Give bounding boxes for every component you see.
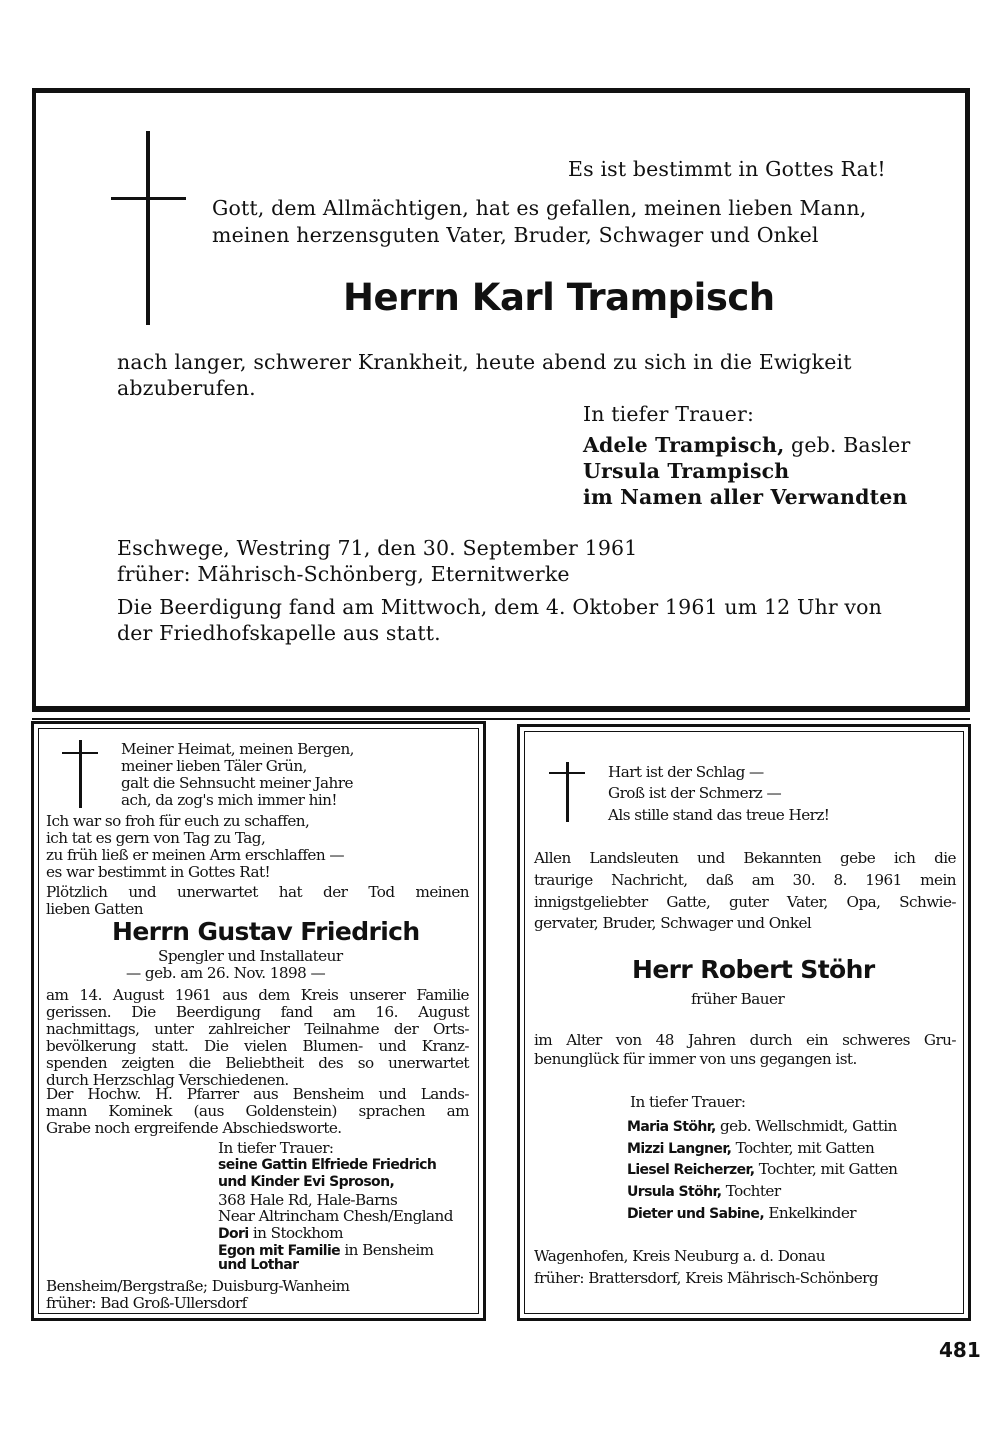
intro-line: Plötzlich und unerwartet hat der Tod meinen xyxy=(46,883,469,901)
cross-icon-bar xyxy=(549,772,585,774)
mourner-detail: in Stockhom xyxy=(248,1224,343,1242)
mourner xyxy=(627,1182,781,1200)
cross-icon xyxy=(146,131,150,325)
body-line: mann Kominek (aus Goldenstein) sprachen am xyxy=(46,1102,469,1120)
body-line: benunglück für immer von uns gegangen ist. xyxy=(534,1050,857,1068)
mourner xyxy=(627,1160,897,1178)
body-line: gervater, Bruder, Schwager und Onkel xyxy=(534,914,812,932)
body-line: durch Herzschlag Verschiedenen. xyxy=(46,1071,289,1089)
intro-line: meinen herzensguten Vater, Bruder, Schwager und Onkel xyxy=(212,223,819,247)
mourner xyxy=(627,1117,897,1135)
body-line: abzuberufen. xyxy=(117,376,256,400)
cross-icon-bar xyxy=(111,197,186,200)
page-number: 481 xyxy=(939,1338,981,1362)
deceased-name: Herrn Gustav Friedrich xyxy=(112,917,420,946)
body-line: nach langer, schwerer Krankheit, heute abend zu sich in die Ewigkeit xyxy=(117,350,852,374)
funeral-line: der Friedhofskapelle aus statt. xyxy=(117,621,441,645)
mourner-detail: Tochter xyxy=(721,1182,781,1200)
poem-line: ich tat es gern von Tag zu Tag, xyxy=(46,829,266,847)
mourning-heading: In tiefer Trauer: xyxy=(630,1093,746,1111)
intro-line: Gott, dem Allmächtigen, hat es gefallen, meinen lieben Mann, xyxy=(212,196,867,220)
place-line: früher: Brattersdorf, Kreis Mährisch-Schönberg xyxy=(534,1269,879,1287)
mourner xyxy=(218,1224,343,1242)
mourner-detail: in Bensheim xyxy=(340,1241,434,1259)
address: 368 Hale Rd, Hale-Barns xyxy=(218,1191,398,1209)
cross-icon-bar xyxy=(62,752,98,754)
mourner-name: Egon mit Familie xyxy=(218,1243,341,1259)
poem-line: Ich war so froh für euch zu schaffen, xyxy=(46,812,310,830)
mourner-name: Liesel Reicherzer, xyxy=(627,1162,755,1178)
place-line: Wagenhofen, Kreis Neuburg a. d. Donau xyxy=(534,1247,825,1265)
birth-date: — geb. am 26. Nov. 1898 — xyxy=(126,964,326,982)
mourner xyxy=(627,1139,874,1157)
body-line: gerissen. Die Beerdigung fand am 16. August xyxy=(46,1003,469,1021)
place-line: Bensheim/Bergstraße; Duisburg-Wanheim xyxy=(46,1277,350,1295)
mourner: und Kinder Evi Sproson, xyxy=(218,1174,395,1190)
motto: Es ist bestimmt in Gottes Rat! xyxy=(568,157,886,181)
deceased-name: Herr Robert Stöhr xyxy=(632,955,875,984)
cross-icon xyxy=(79,740,82,808)
body-line: nachmittags, unter zahlreicher Teilnahme der Orts- xyxy=(46,1020,469,1038)
address: Near Altrincham Chesh/England xyxy=(218,1207,453,1225)
body-line: Grabe noch ergreifende Abschiedsworte. xyxy=(46,1119,342,1137)
place-line: früher: Bad Groß-Ullersdorf xyxy=(46,1294,247,1312)
mourner-detail: Tochter, mit Gatten xyxy=(754,1160,898,1178)
body-line: Allen Landsleuten und Bekannten gebe ich die xyxy=(534,849,956,867)
poem-line: ach, da zog's mich immer hin! xyxy=(121,791,337,809)
poem-line: meiner lieben Täler Grün, xyxy=(121,757,307,775)
mourner: und Lothar xyxy=(218,1257,299,1273)
mourner-detail: Tochter, mit Gatten xyxy=(731,1139,875,1157)
deceased-name: Herrn Karl Trampisch xyxy=(343,276,775,319)
former-occupation: früher Bauer xyxy=(691,990,785,1008)
poem-line: Als stille stand das treue Herz! xyxy=(608,806,830,824)
mourner xyxy=(583,433,910,457)
body-line: innigstgeliebter Gatte, guter Vater, Opa, Schwie- xyxy=(534,893,956,911)
poem-line: galt die Sehnsucht meiner Jahre xyxy=(121,774,353,792)
body-line: traurige Nachricht, daß am 30. 8. 1961 mein xyxy=(534,871,956,889)
poem-line: Groß ist der Schmerz — xyxy=(608,784,782,802)
mourner-name: Maria Stöhr, xyxy=(627,1119,716,1135)
mourner: im Namen aller Verwandten xyxy=(583,485,908,509)
place-line: früher: Mährisch-Schönberg, Eternitwerke xyxy=(117,562,570,586)
mourner-name: Dori xyxy=(218,1226,249,1242)
poem-line: zu früh ließ er meinen Arm erschlaffen — xyxy=(46,846,344,864)
mourner-detail: Enkelkinder xyxy=(764,1204,857,1222)
mourner-detail: geb. Basler xyxy=(784,433,911,457)
body-line: Der Hochw. H. Pfarrer aus Bensheim und Lands- xyxy=(46,1085,469,1103)
poem-line: es war bestimmt in Gottes Rat! xyxy=(46,863,271,881)
mourning-heading: In tiefer Trauer: xyxy=(218,1139,334,1157)
intro-line: lieben Gatten xyxy=(46,900,144,918)
mourner: seine Gattin Elfriede Friedrich xyxy=(218,1157,437,1173)
profession: Spengler und Installateur xyxy=(158,947,343,965)
poem-line: Hart ist der Schlag — xyxy=(608,763,764,781)
mourner-name: Adele Trampisch, xyxy=(583,433,785,457)
frame-rule xyxy=(32,718,970,720)
body-line: im Alter von 48 Jahren durch ein schweres Gru- xyxy=(534,1031,956,1049)
mourner-name: Ursula Stöhr, xyxy=(627,1184,722,1200)
body-line: spenden zeigten die Beliebtheit des so unerwartet xyxy=(46,1054,469,1072)
funeral-line: Die Beerdigung fand am Mittwoch, dem 4. Oktober 1961 um 12 Uhr von xyxy=(117,595,883,619)
place-line: Eschwege, Westring 71, den 30. September 1961 xyxy=(117,536,638,560)
mourning-heading: In tiefer Trauer: xyxy=(583,402,755,426)
poem-line: Meiner Heimat, meinen Bergen, xyxy=(121,740,354,758)
body-line: am 14. August 1961 aus dem Kreis unserer Familie xyxy=(46,986,469,1004)
mourner-name: Dieter und Sabine, xyxy=(627,1206,765,1222)
mourner xyxy=(627,1204,856,1222)
mourner-name: Mizzi Langner, xyxy=(627,1141,732,1157)
mourner-detail: geb. Wellschmidt, Gattin xyxy=(715,1117,897,1135)
mourner: Ursula Trampisch xyxy=(583,459,790,483)
cross-icon xyxy=(566,762,569,822)
body-line: bevölkerung statt. Die vielen Blumen- und Kranz- xyxy=(46,1037,469,1055)
